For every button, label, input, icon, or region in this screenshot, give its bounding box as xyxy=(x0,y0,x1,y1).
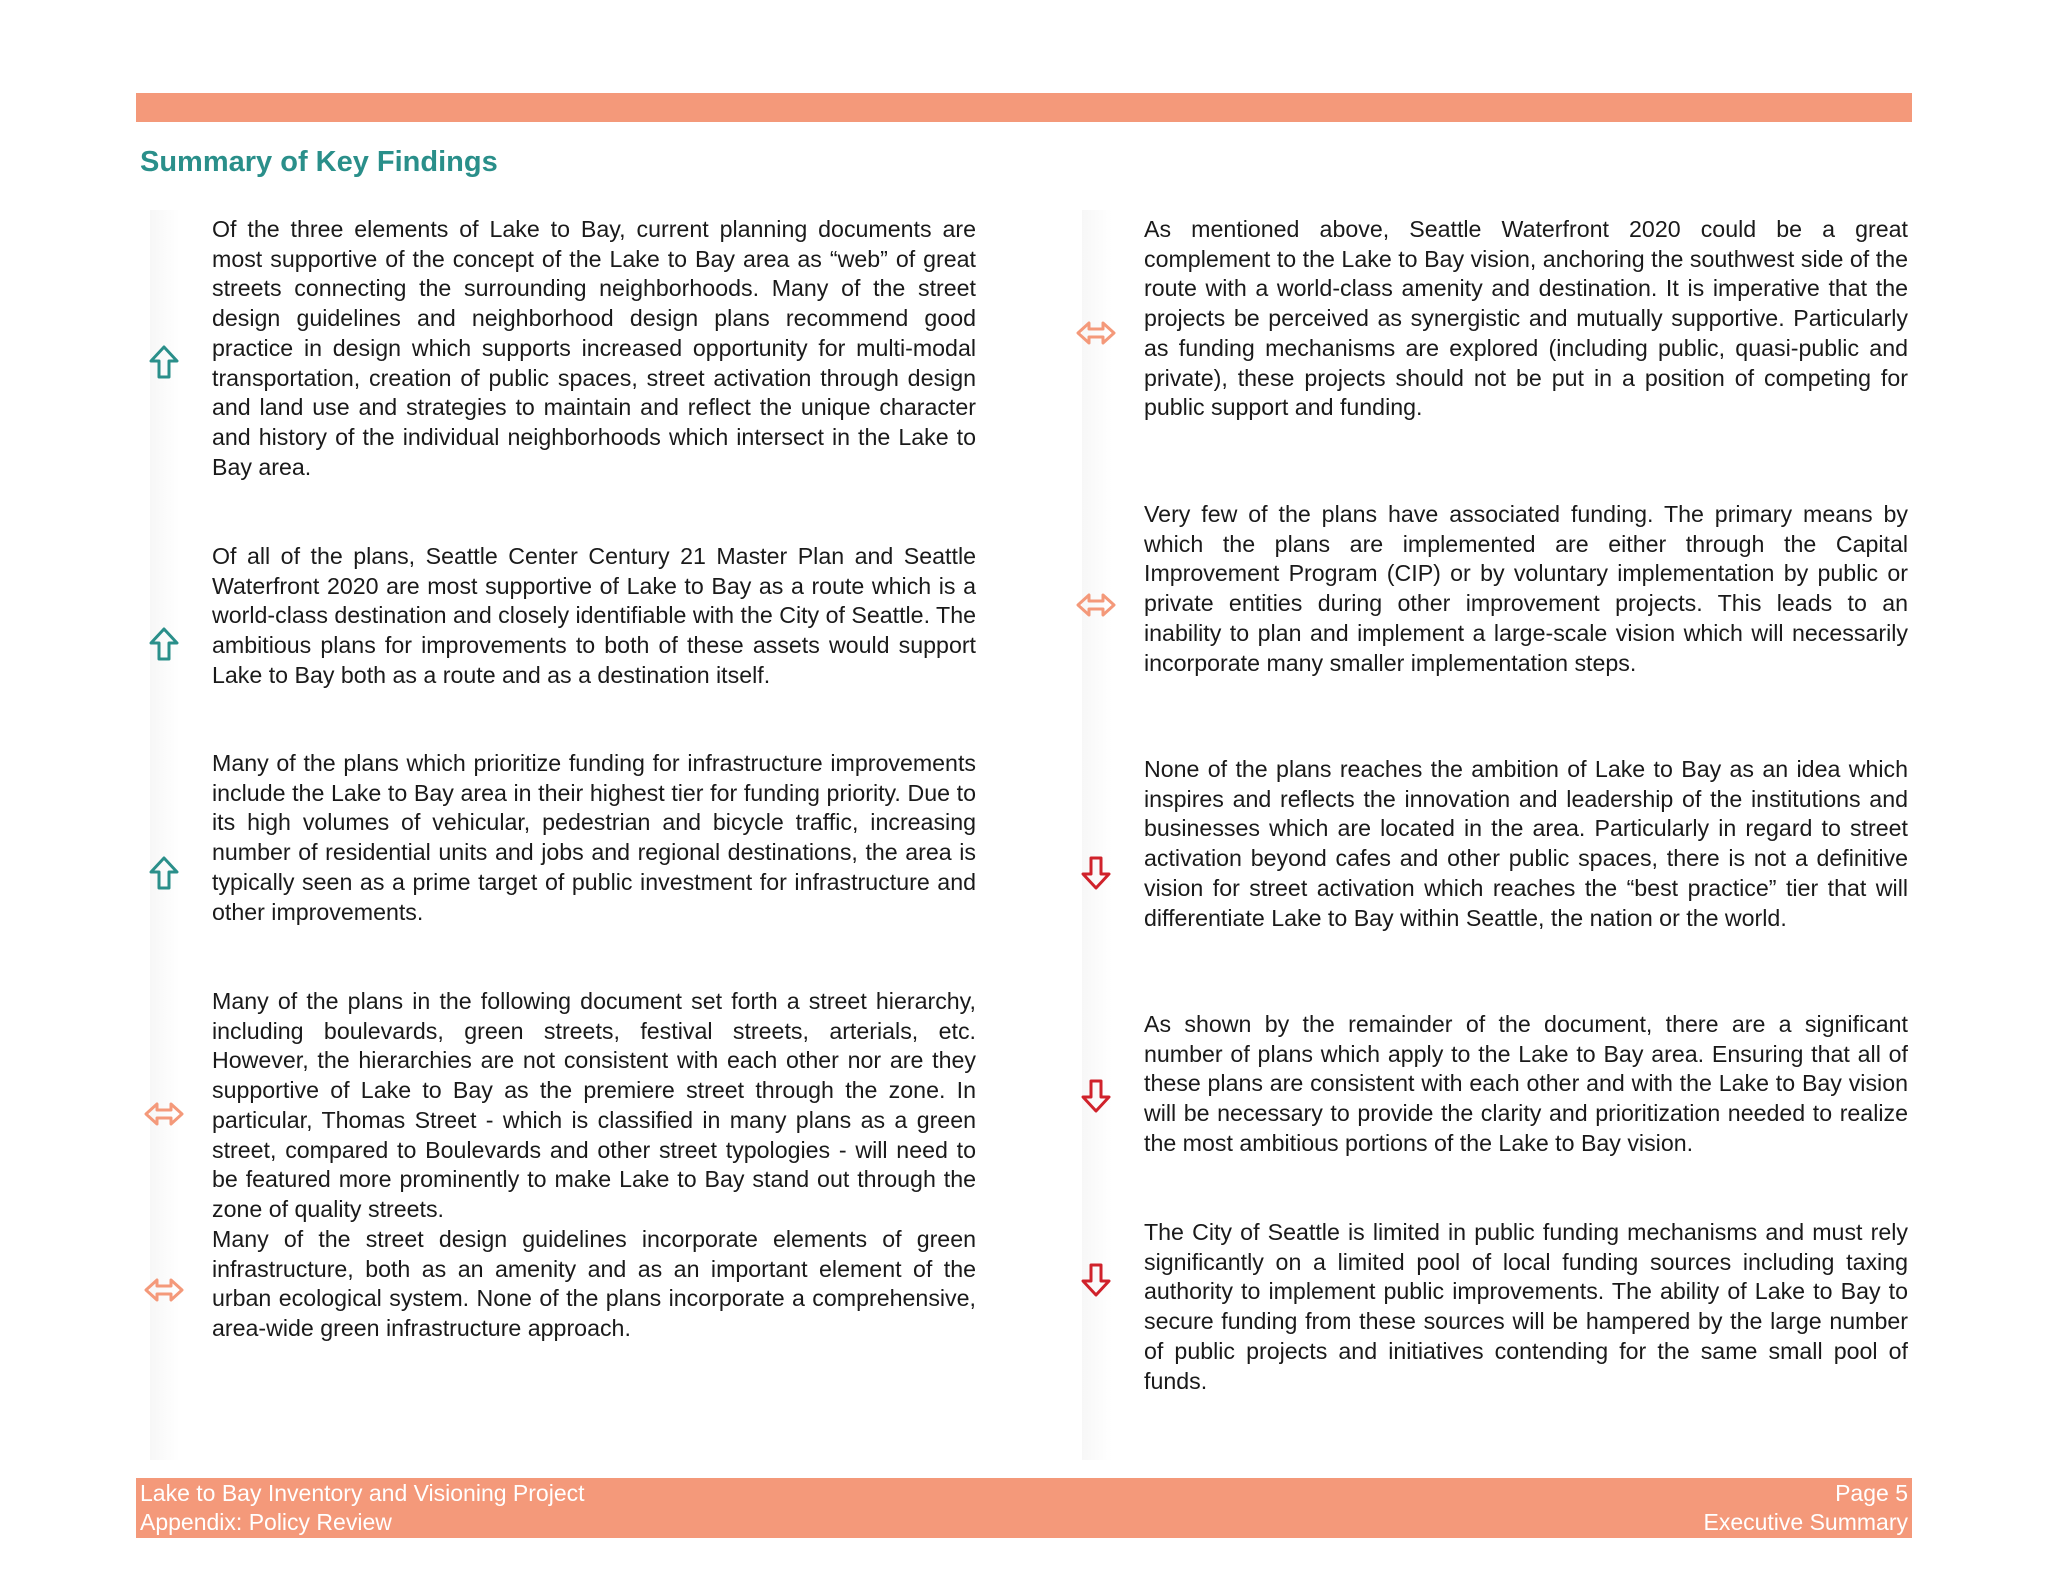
left-right-arrow-icon xyxy=(140,1270,188,1310)
finding-text: None of the plans reaches the ambition of Lake to Bay as an idea which inspires and reflects the innovation and leadership of the institutions and businesses which are located in the area. Particularly in regard to street activation beyond cafes and other public spaces, there is not a definitive vision for street activation which reaches the “best practice” tier that will differentiate Lake to Bay within Seattle, the nation or the world. xyxy=(1144,756,1908,931)
up-arrow-icon xyxy=(140,624,188,664)
footer-right xyxy=(1703,1479,1908,1537)
left-right-arrow-icon xyxy=(1072,313,1120,353)
footer-left xyxy=(140,1479,585,1537)
finding-text: Many of the street design guidelines incorporate elements of green infrastructure, both as an amenity and as an important element of the urban ecological system. None of the plans incorporate a comprehensive, area-wide green infrastructure approach. xyxy=(212,1226,976,1342)
footer-page-number: Page 5 xyxy=(1835,1480,1908,1506)
footer-project-title: Lake to Bay Inventory and Visioning Project xyxy=(140,1480,585,1506)
up-arrow-icon xyxy=(140,342,188,382)
finding-text: The City of Seattle is limited in public funding mechanisms and must rely significantly on a limited pool of local funding sources including taxing authority to implement public improvements. The ability of Lake to Bay to secure funding from these sources will be hampered by the large number of public projects and initiatives contending for the same small pool of funds. xyxy=(1144,1219,1908,1394)
down-arrow-icon xyxy=(1072,1076,1120,1116)
left-right-arrow-icon xyxy=(1072,585,1120,625)
finding-text: Many of the plans in the following document set forth a street hierarchy, including boulevards, green streets, festival streets, arterials, etc. However, the hierarchies are not consistent with each other nor are they supportive of Lake to Bay as the premiere street through the zone. In particular, Thomas Street - which is classified in many plans as a green street, compared to Boulevards and other street typologies - will need to be featured more prominently to make Lake to Bay stand out through the zone of quality streets. xyxy=(212,988,976,1222)
page-footer xyxy=(136,1478,1912,1538)
finding-text: Many of the plans which prioritize funding for infrastructure improvements include the Lake to Bay area in their highest tier for funding priority. Due to its high volumes of vehicular, pedestrian and bicycle traffic, increasing number of residential units and jobs and regional destinations, the area is typically seen as a prime target of public investment for infrastructure and other improvements. xyxy=(212,750,976,925)
finding-text: As shown by the remainder of the document, there are a significant number of plans which apply to the Lake to Bay area. Ensuring that all of these plans are consistent with each other and with the Lake to Bay vision will be necessary to provide the clarity and prioritization needed to realize the most ambitious portions of the Lake to Bay vision. xyxy=(1144,1011,1908,1156)
down-arrow-icon xyxy=(1072,1260,1120,1300)
footer-section-label: Executive Summary xyxy=(1703,1509,1908,1535)
footer-appendix-label: Appendix: Policy Review xyxy=(140,1509,392,1535)
page-title: Summary of Key Findings xyxy=(140,146,498,178)
finding-text: Very few of the plans have associated funding. The primary means by which the plans are implemented are either through the Capital Improvement Program (CIP) or by voluntary implementation by public or private entities during other improvement projects. This leads to an inability to plan and implement a large-scale vision which will necessarily incorporate many smaller implementation steps. xyxy=(1144,501,1908,676)
down-arrow-icon xyxy=(1072,853,1120,893)
finding-text: As mentioned above, Seattle Waterfront 2020 could be a great complement to the Lake to Bay vision, anchoring the southwest side of the route with a world-class amenity and destination. It is imperative that the projects be perceived as synergistic and mutually supportive. Particularly as funding mechanisms are explored (including public, quasi-public and private), these projects should not be put in a position of competing for public support and funding. xyxy=(1144,216,1908,421)
up-arrow-icon xyxy=(140,853,188,893)
header-accent-bar xyxy=(136,93,1912,122)
left-right-arrow-icon xyxy=(140,1094,188,1134)
finding-text: Of all of the plans, Seattle Center Century 21 Master Plan and Seattle Waterfront 2020 are most supportive of Lake to Bay as a route which is a world-class destination and closely identifiable with the City of Seattle. The ambitious plans for improvements to both of these assets would support Lake to Bay both as a route and as a destination itself. xyxy=(212,543,976,688)
finding-text: Of the three elements of Lake to Bay, current planning documents are most supportive of the concept of the Lake to Bay area as “web” of great streets connecting the surrounding neighborhoods. Many of the street design guidelines and neighborhood design plans recommend good practice in design which supports increased opportunity for multi-modal transportation, creation of public spaces, street activation through design and land use and strategies to maintain and reflect the unique character and history of the individual neighborhoods which intersect in the Lake to Bay area. xyxy=(212,216,976,480)
